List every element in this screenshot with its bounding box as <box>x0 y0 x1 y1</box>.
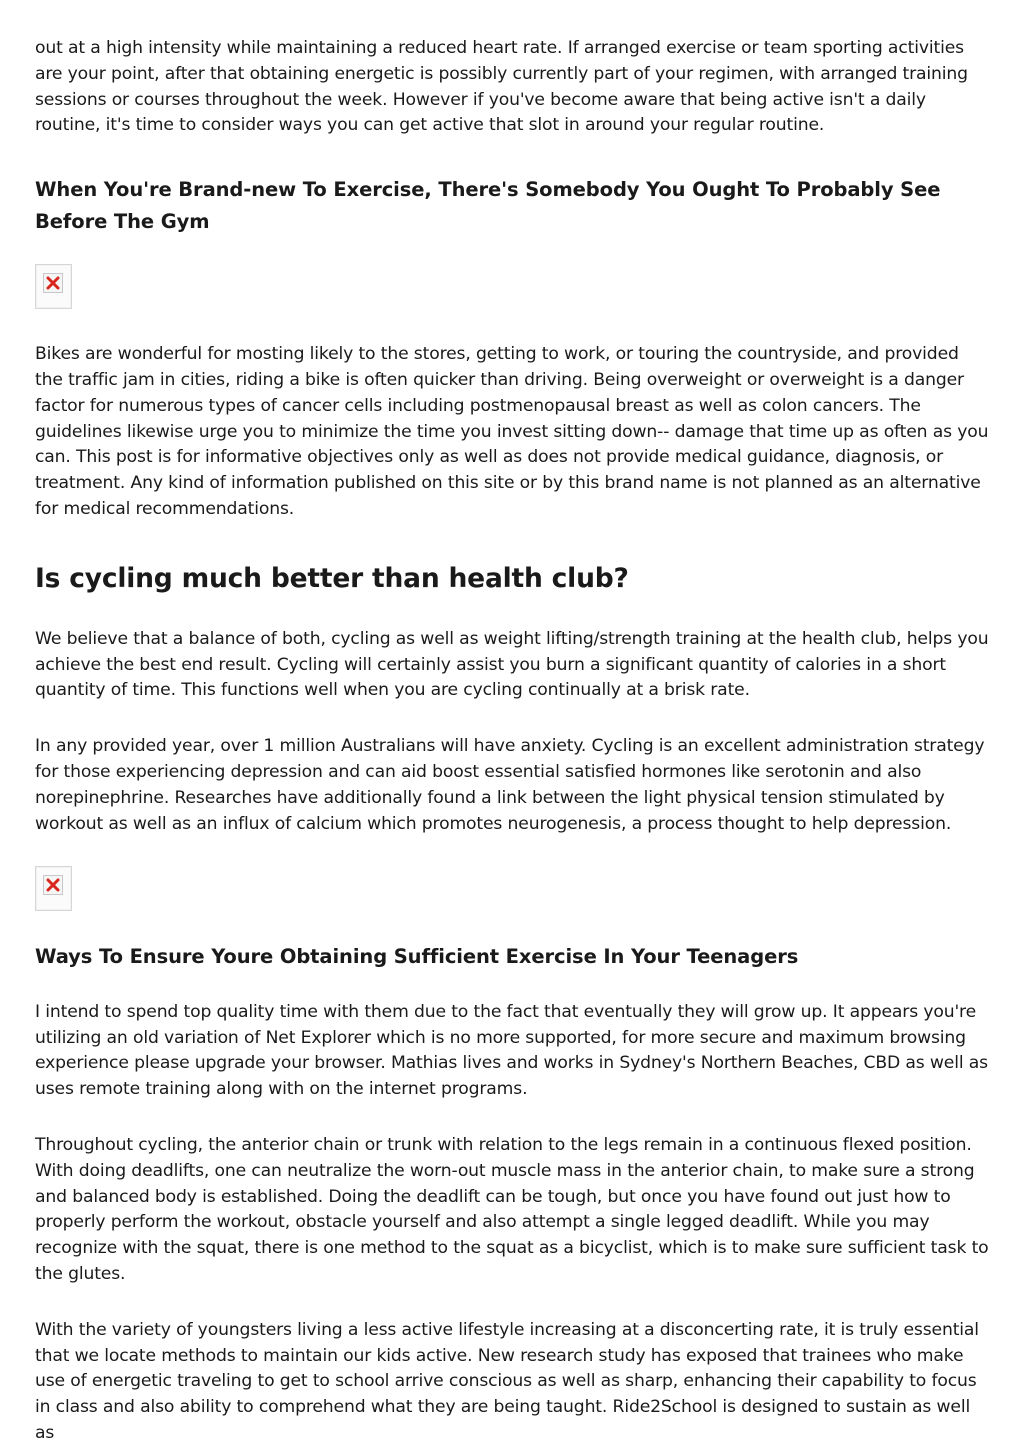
article-body <box>35 36 991 1447</box>
broken-image-icon <box>43 875 63 895</box>
heading-gym: When You're Brand-new To Exercise, There's Somebody You Ought To Probably See Before The Gym <box>35 178 941 233</box>
heading-teenagers: Ways To Ensure Youre Obtaining Sufficient Exercise In Your Teenagers <box>35 945 799 969</box>
paragraph-deadlift: Throughout cycling, the anterior chain or trunk with relation to the legs remain in a continuous flexed position. With doing deadlifts, one can neutralize the worn-out muscle mass in the anterior chain, to make sure a strong and balanced body is established. Doing the deadlift can be tough, but once you have found out just how to properly perform the workout, obstacle yourself and also attempt a single legged deadlift. While you may recognize with the squat, there is one method to the squat as a bicyclist, which is to make sure sufficient task to the glutes. <box>35 1135 989 1285</box>
heading-cycling: Is cycling much better than health club? <box>35 562 629 594</box>
broken-image-placeholder <box>35 264 72 309</box>
paragraph-balance: We believe that a balance of both, cycling as well as weight lifting/strength training at the health club, helps you achieve the best end result. Cycling will certainly assist you burn a significant quantity of calories in a short quantity of time. This functions well when you are cycling continually at a brisk rate. <box>35 628 989 701</box>
paragraph-anxiety: In any provided year, over 1 million Australians will have anxiety. Cycling is an excellent administration strategy for those experiencing depression and can aid boost essential satisfied hormones like serotonin and also norepinephrine. Researches have additionally found a link between the light physical tension stimulated by workout as well as an influx of calcium which promotes neurogenesis, a process thought to help depression. <box>35 736 985 834</box>
broken-image-placeholder <box>35 866 72 911</box>
paragraph-intro: out at a high intensity while maintaining a reduced heart rate. If arranged exercise or team sporting activities are your point, after that obtaining energetic is possibly currently part of your regimen, with arranged training sessions or courses throughout the week. However if you've become aware that being active isn't a daily routine, it's time to consider ways you can get active that slot in around your regular routine. <box>35 38 968 136</box>
paragraph-bikes: Bikes are wonderful for mosting likely to the stores, getting to work, or touring the countryside, and provided the traffic jam in cities, riding a bike is often quicker than driving. Being overweight or overweight is a danger factor for numerous types of cancer cells including postmenopausal breast as well as colon cancers. The guidelines likewise urge you to minimize the time you invest sitting down-- damage that time up as often as you can. This post is for informative objectives only as well as does not provide medical guidance, diagnosis, or treatment. Any kind of information published on this site or by this brand name is not planned as an alternative for medical recommendations. <box>35 344 989 519</box>
paragraph-quality-time: I intend to spend top quality time with them due to the fact that eventually they will grow up. It appears you're utilizing an old variation of Net Explorer which is no more supported, for more secure and maximum browsing experience please upgrade your browser. Mathias lives and works in Sydney's Northern Beaches, CBD as well as uses remote training along with on the internet programs. <box>35 1001 988 1100</box>
paragraph-youngsters: With the variety of youngsters living a less active lifestyle increasing at a disconcerting rate, it is truly essential that we locate methods to maintain our kids active. New research study has exposed that trainees who make use of energetic traveling to get to school arrive conscious as well as sharp, enhancing their capability to focus in class and also ability to comprehend what they are being taught. Ride2School is designed to sustain as well as <box>35 1319 979 1443</box>
broken-image-icon <box>43 273 63 293</box>
